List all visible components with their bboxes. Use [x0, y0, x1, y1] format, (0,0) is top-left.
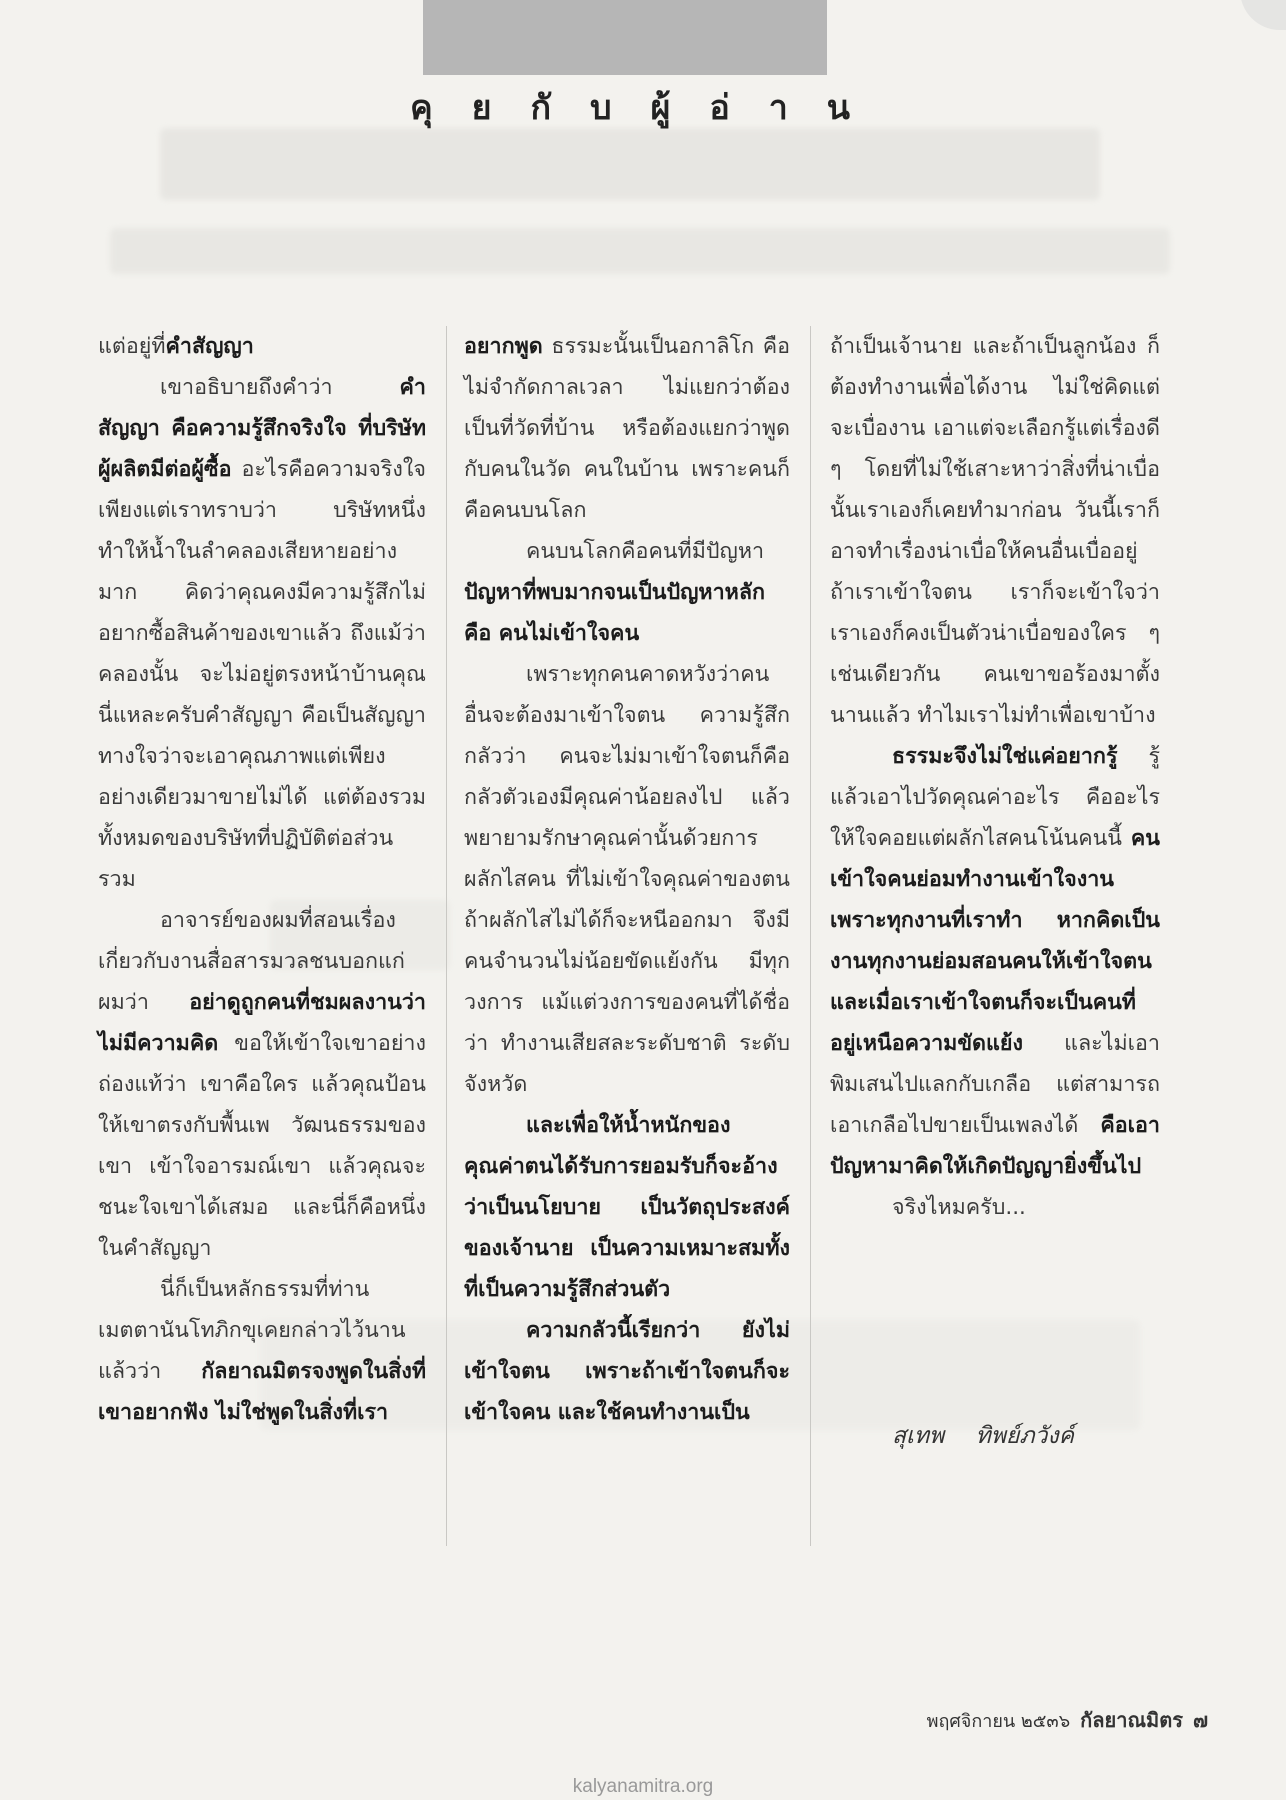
paragraph	[98, 1269, 426, 1433]
title-letter: กั	[530, 88, 552, 128]
column-rule	[810, 326, 811, 1546]
bold-text: และเพื่อให้น้ำหนักของคุณค่าตนได้รับการยอมรับก็จะอ้างว่าเป็นนโยบาย เป็นวัตถุประสงค์ของเจ้านาย เป็นความเหมาะสมทั้งที่เป็นความรู้สึกส่วนตัว	[464, 1113, 790, 1302]
paragraph	[464, 531, 790, 654]
issue-date: พฤศจิกายน ๒๕๓๖	[926, 1711, 1071, 1732]
bold-text: ความกลัวนี้เรียกว่า ยังไม่เข้าใจตน เพราะถ้าเข้าใจตนก็จะเข้าใจคน และใช้คนทำงานเป็น	[464, 1318, 790, 1425]
article-column-2	[464, 326, 790, 1546]
paragraph	[98, 900, 426, 1269]
column-rule	[446, 326, 447, 1546]
text-run: ขอให้เข้าใจเขาอย่างถ่องแท้ว่า เขาคือใคร แล้วคุณป้อนให้เขาตรงกับพื้นเพ วัฒนธรรมของเขา เข้าใจอารมณ์เขา แล้วคุณจะชนะใจเขาได้เสมอ และนี่ก็คือหนึ่งในคำสัญญา	[98, 1031, 426, 1261]
paragraph	[830, 736, 1160, 1187]
bold-text: อยากพูด	[464, 334, 543, 359]
paragraph: เพราะทุกคนคาดหวังว่าคนอื่นจะต้องมาเข้าใจตน ความรู้สึกกลัวว่า คนจะไม่มาเข้าใจตนก็คือกลัวตัวเองมีคุณค่าน้อยลงไป แล้วพยายามรักษาคุณค่านั้นด้วยการผลักไสคน ที่ไม่เข้าใจคุณค่าของตน ถ้าผลักไสไม่ได้ก็จะหนีออกมา จึงมีคนจำนวนไม่น้อยขัดแย้งกัน มีทุกวงการ แม้แต่วงการของคนที่ได้ชื่อว่า ทำงานเสียสละระดับชาติ ระดับจังหวัด	[464, 662, 790, 1097]
title-letter: คุ	[410, 88, 433, 128]
title-letter: บ	[590, 88, 612, 128]
header-gray-box	[423, 0, 827, 75]
bold-text: อย่าดูถูกคนที่ชมผลงานว่าไม่มีความคิด	[98, 990, 426, 1056]
title-letter: า	[768, 88, 788, 128]
text-run: รู้แล้วเอาไปวัดคุณค่าอะไร คืออะไร ให้ใจคอยแต่ผลักไสคนโน้นคนนี้	[830, 744, 1160, 851]
bleed-through-headline	[160, 128, 1100, 200]
bleed-through-subheadline	[110, 228, 1170, 274]
article-column-1	[98, 326, 426, 1546]
text-run: เขาอธิบายถึงคำว่า	[160, 375, 400, 400]
article-column-3	[830, 326, 1160, 1546]
bold-text: ปัญหาที่พบมากจนเป็นปัญหาหลัก คือ คนไม่เข้าใจคน	[464, 580, 766, 646]
title-letter: น	[826, 88, 850, 128]
bold-text: คนเข้าใจคนย่อมทำงานเข้าใจงาน เพราะทุกงานที่เราทำ หากคิดเป็นงานทุกงานย่อมสอนคนให้เข้าใจตน และเมื่อเราเข้าใจตนก็จะเป็นคนที่อยู่เหนือความขัดแย้ง	[830, 826, 1160, 1056]
section-title	[410, 82, 850, 132]
corner-smudge	[1240, 0, 1286, 30]
title-letter: อ่	[709, 88, 730, 128]
bold-text: คือเอาปัญหามาคิดให้เกิดปัญญายิ่งขึ้นไป	[830, 1113, 1160, 1179]
paragraph: ถ้าเป็นเจ้านาย และถ้าเป็นลูกน้อง ก็ต้องทำงานเพื่อได้งาน ไม่ใช่คิดแต่จะเบื่องาน เอาแต่จะเลือกรู้แต่เรื่องดี ๆ โดยที่ไม่ใช้เสาะหาว่าสิ่งที่น่าเบื่อนั้นเราเองก็เคยทำมาก่อน วันนี้เราก็อาจทำเรื่องน่าเบื่อให้คนอื่นเบื่ออยู่ ถ้าเราเข้าใจตน เราก็จะเข้าใจว่า เราเองก็คงเป็นตัวน่าเบื่อของใคร ๆ เช่นเดียวกัน คนเขาขอร้องมาตั้งนานแล้ว ทำไมเราไม่ทำเพื่อเขาบ้าง	[830, 334, 1160, 728]
title-letter: ผู้	[650, 88, 671, 128]
page-footer	[927, 1704, 1208, 1736]
bold-text: กัลยาณมิตรจงพูดในสิ่งที่เขาอยากฟัง ไม่ใช่พูดในสิ่งที่เรา	[98, 1359, 426, 1425]
text-run: อาจารย์ของผมที่สอนเรื่องเกี่ยวกับงานสื่อสารมวลชนบอกแก่ผมว่า	[98, 908, 405, 1015]
text-run: แต่อยู่ที่	[98, 334, 166, 359]
text-run: นี่ก็เป็นหลักธรรมที่ท่านเมตตานันโทภิกขุเคยกล่าวไว้นานแล้วว่า	[98, 1277, 406, 1384]
title-letter: ย	[471, 88, 492, 128]
paragraph	[98, 367, 426, 900]
text-run: ธรรมะนั้นเป็นอกาลิโก คือไม่จำกัดกาลเวลา ไม่แยกว่าต้องเป็นที่วัดที่บ้าน หรือต้องแยกว่าพูดกับคนในวัด คนในบ้าน เพราะคนก็คือคนบนโลก	[464, 334, 790, 523]
paragraph	[464, 1105, 790, 1310]
bold-text: ธรรมะจึงไม่ใช่แค่อยากรู้	[892, 744, 1118, 769]
magazine-name: กัลยาณมิตร	[1080, 1708, 1183, 1732]
paragraph	[98, 326, 426, 367]
page-number: ๗	[1192, 1708, 1208, 1732]
site-watermark: kalyanamitra.org	[572, 1776, 714, 1797]
author-signature: สุเทพ ทิพย์ภวังค์	[892, 1423, 1075, 1449]
text-run: อะไรคือความจริงใจ เพียงแต่เราทราบว่า บริษัทหนึ่งทำให้น้ำในลำคลองเสียหายอย่างมาก คิดว่าคุณคงมีความรู้สึกไม่อยากซื้อสินค้าของเขาแล้ว ถึงแม้ว่าคลองนั้น จะไม่อยู่ตรงหน้าบ้านคุณ นี่แหละครับคำสัญญา คือเป็นสัญญาทางใจว่าจะเอาคุณภาพแต่เพียงอย่างเดียวมาขายไม่ได้ แต่ต้องรวมทั้งหมดของบริษัทที่ปฏิบัติต่อส่วนรวม	[98, 457, 426, 892]
paragraph	[464, 326, 790, 531]
bold-text: คำสัญญา คือความรู้สึกจริงใจ ที่บริษัทผู้ผลิตมีต่อผู้ซื้อ	[98, 375, 426, 482]
paragraph	[464, 1310, 790, 1433]
bold-text: คำสัญญา	[165, 334, 254, 359]
closing-line: จริงไหมครับ...	[892, 1195, 1026, 1220]
text-run: และไม่เอาพิมเสนไปแลกกับเกลือ แต่สามารถเอาเกลือไปขายเป็นเพลงได้	[830, 1031, 1160, 1138]
text-run: คนบนโลกคือคนที่มีปัญหา	[526, 539, 765, 564]
